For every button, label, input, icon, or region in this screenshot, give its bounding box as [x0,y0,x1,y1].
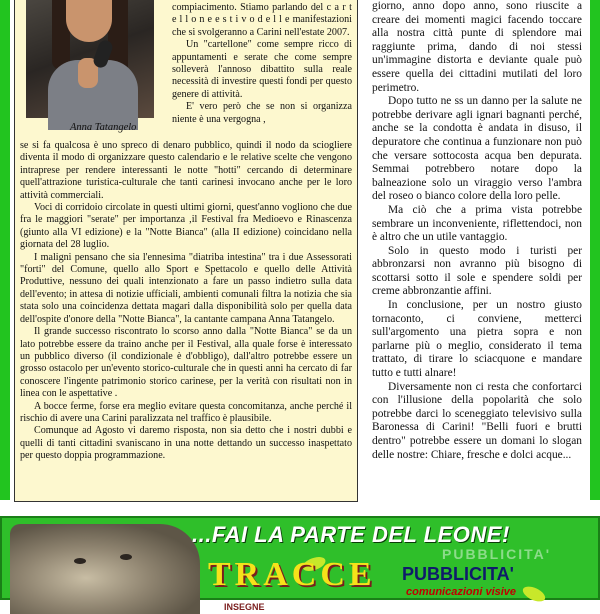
right-green-border [590,0,600,500]
article-column-a [20,140,352,463]
paragraph: Voci di corridoio circolate in questi ultimi giorni, quest'anno vogliono che due fra le maggiori "serate" per importanza ,il Festival fra Medioevo e Rinascenza (giunto alla VI edizione) e la "Notte Bianca" (alla II edizione) coincidano nella giornata del 28 luglio. [20,202,352,251]
left-green-border [0,0,10,500]
paragraph: Dopo tutto ne ss un danno per la salute ne potrebbe derivare agli ignari bagnanti perché, anche se la condotta è andata in disuso, il depuratore che continua a funzionare non può che versare sottocosta acqua ben depurata. Semmai potrebbero notare dopo la balneazione solo un viraggio verso l'ambra del roseo o bianco colore della loro pelle. [372,95,582,203]
article-column-b [372,0,582,462]
paragraph: se si fa qualcosa è uno spreco di denaro pubblico, quindi il nodo da sciogliere diventa il modo di organizzare questo calendario e le relative scelte che vengono intraprese per rendere interessanti le notte "hotti" cercando di determinare quell'attrazione turistica-culturale che tanti carinesi invocano anche per le loro attività commerciali. [20,140,352,201]
paragraph: Diversamente non ci resta che confortarci con l'illusione della popolarità che solo potrebbe darci lo sceneggiato televisivo sulla Baronessa di Carini! "Belli fuori e brutti dentro" potrebbe essere un domani lo slogan delle nostre: Chiare, fresche e dolci acque... [372,380,582,461]
paragraph: A bocce ferme, forse era meglio evitare questa concomitanza, anche perché il rischio di avere una Carini paralizzata nel traffico è plausibile. [20,400,352,424]
leaf-icon [521,583,548,604]
paragraph: Solo in questo modo i turisti per abbronzarsi non avranno più bisogno di scottarsi sotto il sole e spendere soldi per creme abbronzantie affini. [372,244,582,298]
paragraph: I maligni pensano che sia l'ennesima "diatriba intestina" tra i due Assessorati "forti" del Comune, quello allo Sport e Spettacolo e quello delle Attività Produttive, nessuno dei quali intenzionato a fare un passo indietro sulla data dell'evento; in attesa di notizie ufficiali, ambienti comunali filtra la notizia che sia stata solo una coincidenza dettata magari dalla disponibilità solo per quella data dell'ospite d'onore della "Notte Bianca", la cantante campana Anna Tatangelo. [20,251,352,325]
brand-logo: TRACCE [208,556,376,593]
banner-tagline: comunicazioni visive [406,586,517,598]
lion-image [10,524,200,614]
banner-headline: ...FAI LA PARTE DEL LEONE! [192,522,510,547]
advertisement-banner[interactable] [0,516,600,612]
singer-photo [26,0,154,118]
paragraph: E' vero però che se non si organizza niente è una vergogna , [172,101,352,125]
article-column-a-top [172,2,352,126]
paragraph: Ma ciò che a prima vista potrebbe sembrare un inconveniente, riflettendoci, non è altro che un utile vantaggio. [372,203,582,244]
paragraph: Un "cartellone" come sempre ricco di appuntamenti e serate che come sempre solleverà l'annoso dibattito sulla reale necessità di investire questi fondi per questo genere di attività. [172,39,352,100]
photo-caption: Anna Tatangelo [70,122,137,133]
paragraph: compiacimento. Stiamo parlando del c a r t e l l o n e e s t i v o d e l l e manifestazioni che si svolgeranno a Carini nell'estate 2007. [172,2,352,38]
paragraph: Comunque ad Agosto vi daremo risposta, non sia detto che i nostri dubbi e quelli di tanti cittadini svaniscano in una notte dettando un successo inaspettato per questo doppia programmazione. [20,425,352,462]
banner-watermark: PUBBLICITA' [442,546,552,562]
paragraph: Il grande successo riscontrato lo scorso anno dalla "Notte Bianca" se da un lato potrebbe essere da traino anche per il Festival, alla quale forse è interessato un pubblico diverso (il condizionale è d'obbligo), dall'altro potrebbe essere un grosso ostacolo per un'evento storico-culturale che in questi anni ha cercato di far conoscere l'ingente patrimonio storico carinese, per la verità con risultati non in linea con le aspettative . [20,326,352,400]
paragraph: giorno, anno dopo anno, sono riuscite a creare dei momenti magici facendo toccare alla nostra città punte di splendore mai raggiunte prima, dando di noi stessi un'immagine distorta e deviante quale può essere quella dei cittadini mutilati del loro perimetro. [372,0,582,94]
banner-insegne: INSEGNE [224,602,265,612]
banner-pubblicita: PUBBLICITA' [402,564,514,584]
paragraph: In conclusione, per un nostro giusto tornaconto, ci conviene, metterci sull'argomento una pietra sopra e non parlarne più o meglio, considerato il tema trattato, di tirare lo sciacquone e mandare tutto e tutti alnare! [372,299,582,380]
